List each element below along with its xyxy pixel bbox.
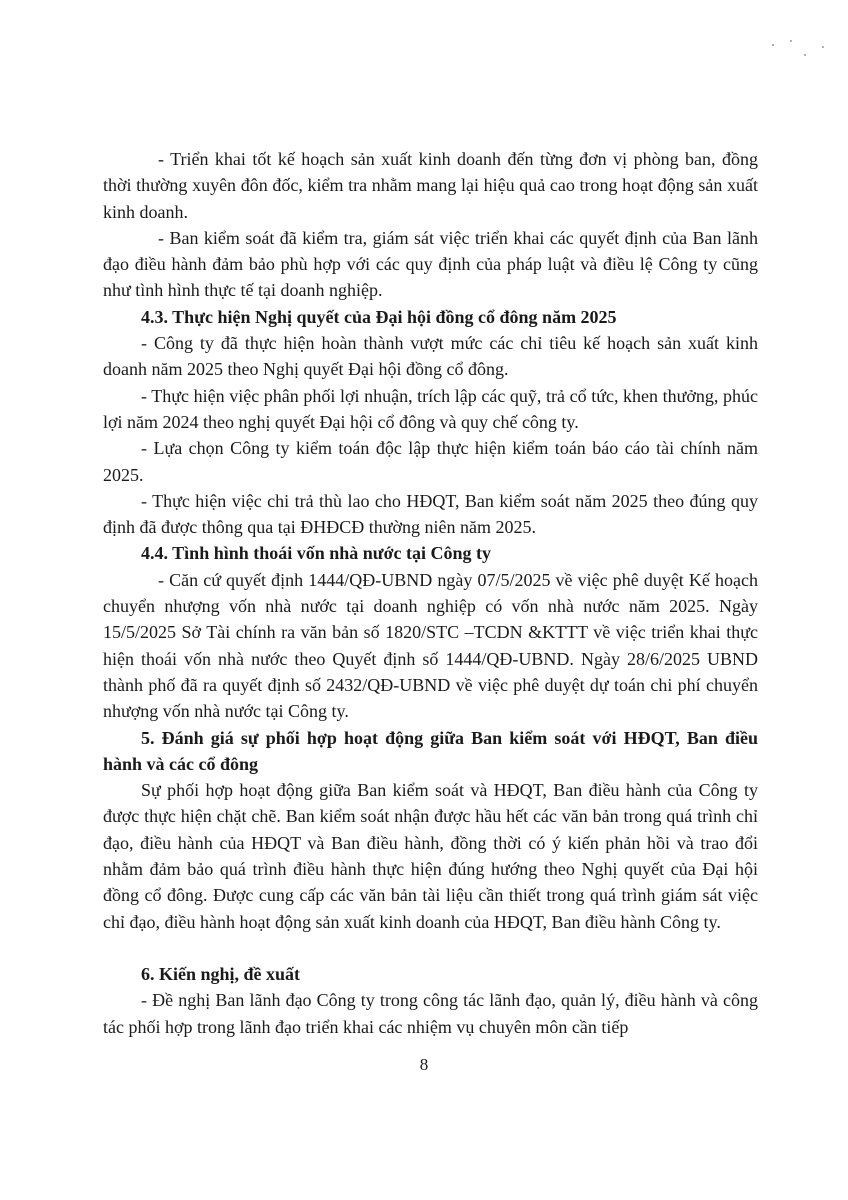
page-number: 8 [419,1055,429,1074]
paragraph-profit-distribution: - Thực hiện việc phân phối lợi nhuận, trích lập các quỹ, trả cổ tức, khen thưởng, phúc lợi năm 2024 theo nghị quyết Đại hội cổ đông và quy chế công ty. [103,385,758,432]
heading-6: 6. Kiến nghị, đề xuất [141,963,301,984]
paragraph-production-plan: - Triển khai tốt kế hoạch sản xuất kinh doanh đến từng đơn vị phòng ban, đồng thời thường xuyên đôn đốc, kiểm tra nhằm mang lại hiệu quả cao trong hoạt động sản xuất kinh doanh. [103,149,758,222]
paragraph-plan-completion: - Công ty đã thực hiện hoàn thành vượt mức các chỉ tiêu kế hoạch sản xuất kinh doanh năm 2025 theo Nghị quyết Đại hội đồng cổ đông. [103,333,758,380]
document-body [103,146,758,1040]
paragraph-recommendation: - Đề nghị Ban lãnh đạo Công ty trong công tác lãnh đạo, quản lý, điều hành và công tác phối hợp trong lãnh đạo triển khai các nhiệm vụ chuyên môn cần tiếp [103,990,758,1037]
heading-5: 5. Đánh giá sự phối hợp hoạt động giữa Ban kiểm soát với HĐQT, Ban điều hành và các cổ đông [103,727,758,774]
paragraph-remuneration: - Thực hiện việc chi trả thù lao cho HĐQT, Ban kiểm soát năm 2025 theo đúng quy định đã được thông qua tại ĐHĐCĐ thường niên năm 2025. [103,490,758,538]
paragraph-audit-selection: - Lựa chọn Công ty kiểm toán độc lập thực hiện kiểm toán báo cáo tài chính năm 2025. [103,438,758,485]
section-gap [103,935,758,961]
heading-4-3: 4.3. Thực hiện Nghị quyết của Đại hội đồng cổ đông năm 2025 [141,306,617,327]
paragraph-supervision: - Ban kiểm soát đã kiểm tra, giám sát việc triển khai các quyết định của Ban lãnh đạo điều hành đảm bảo phù hợp với các quy định của pháp luật và điều lệ Công ty cũng như tình hình thực tế tại doanh nghiệp. [103,227,758,301]
paragraph-divestment: - Căn cứ quyết định 1444/QĐ-UBND ngày 07/5/2025 về việc phê duyệt Kế hoạch chuyển nhượng vốn nhà nước tại doanh nghiệp có vốn nhà nước năm 2025. Ngày 15/5/2025 Sở Tài chính ra văn bản số 1820/STC –TCDN &KTTT về việc triển khai thực hiện thoái vốn nhà nước theo Quyết định số 1444/QĐ-UBND. Ngày 28/6/2025 UBND thành phố đã ra quyết định số 2432/QĐ-UBND về việc phê duyệt dự toán chi phí chuyển nhượng vốn nhà nước tại Công ty. [103,569,758,722]
heading-4-4: 4.4. Tình hình thoái vốn nhà nước tại Công ty [141,543,492,564]
paragraph-coordination: Sự phối hợp hoạt động giữa Ban kiểm soát và HĐQT, Ban điều hành của Công ty được thực hiện chặt chẽ. Ban kiểm soát nhận được hầu hết các văn bản trong quá trình chỉ đạo, điều hành của HĐQT và Ban điều hành, đồng thời có ý kiến phản hồi và trao đổi nhằm đảm bảo quá trình điều hành thực hiện đúng hướng theo Nghị quyết của Đại hội đồng cổ đông. Được cung cấp các văn bản tài liệu cần thiết trong quá trình giám sát việc chỉ đạo, điều hành hoạt động sản xuất kinh doanh của HĐQT, Ban điều hành Công ty. [103,780,758,932]
